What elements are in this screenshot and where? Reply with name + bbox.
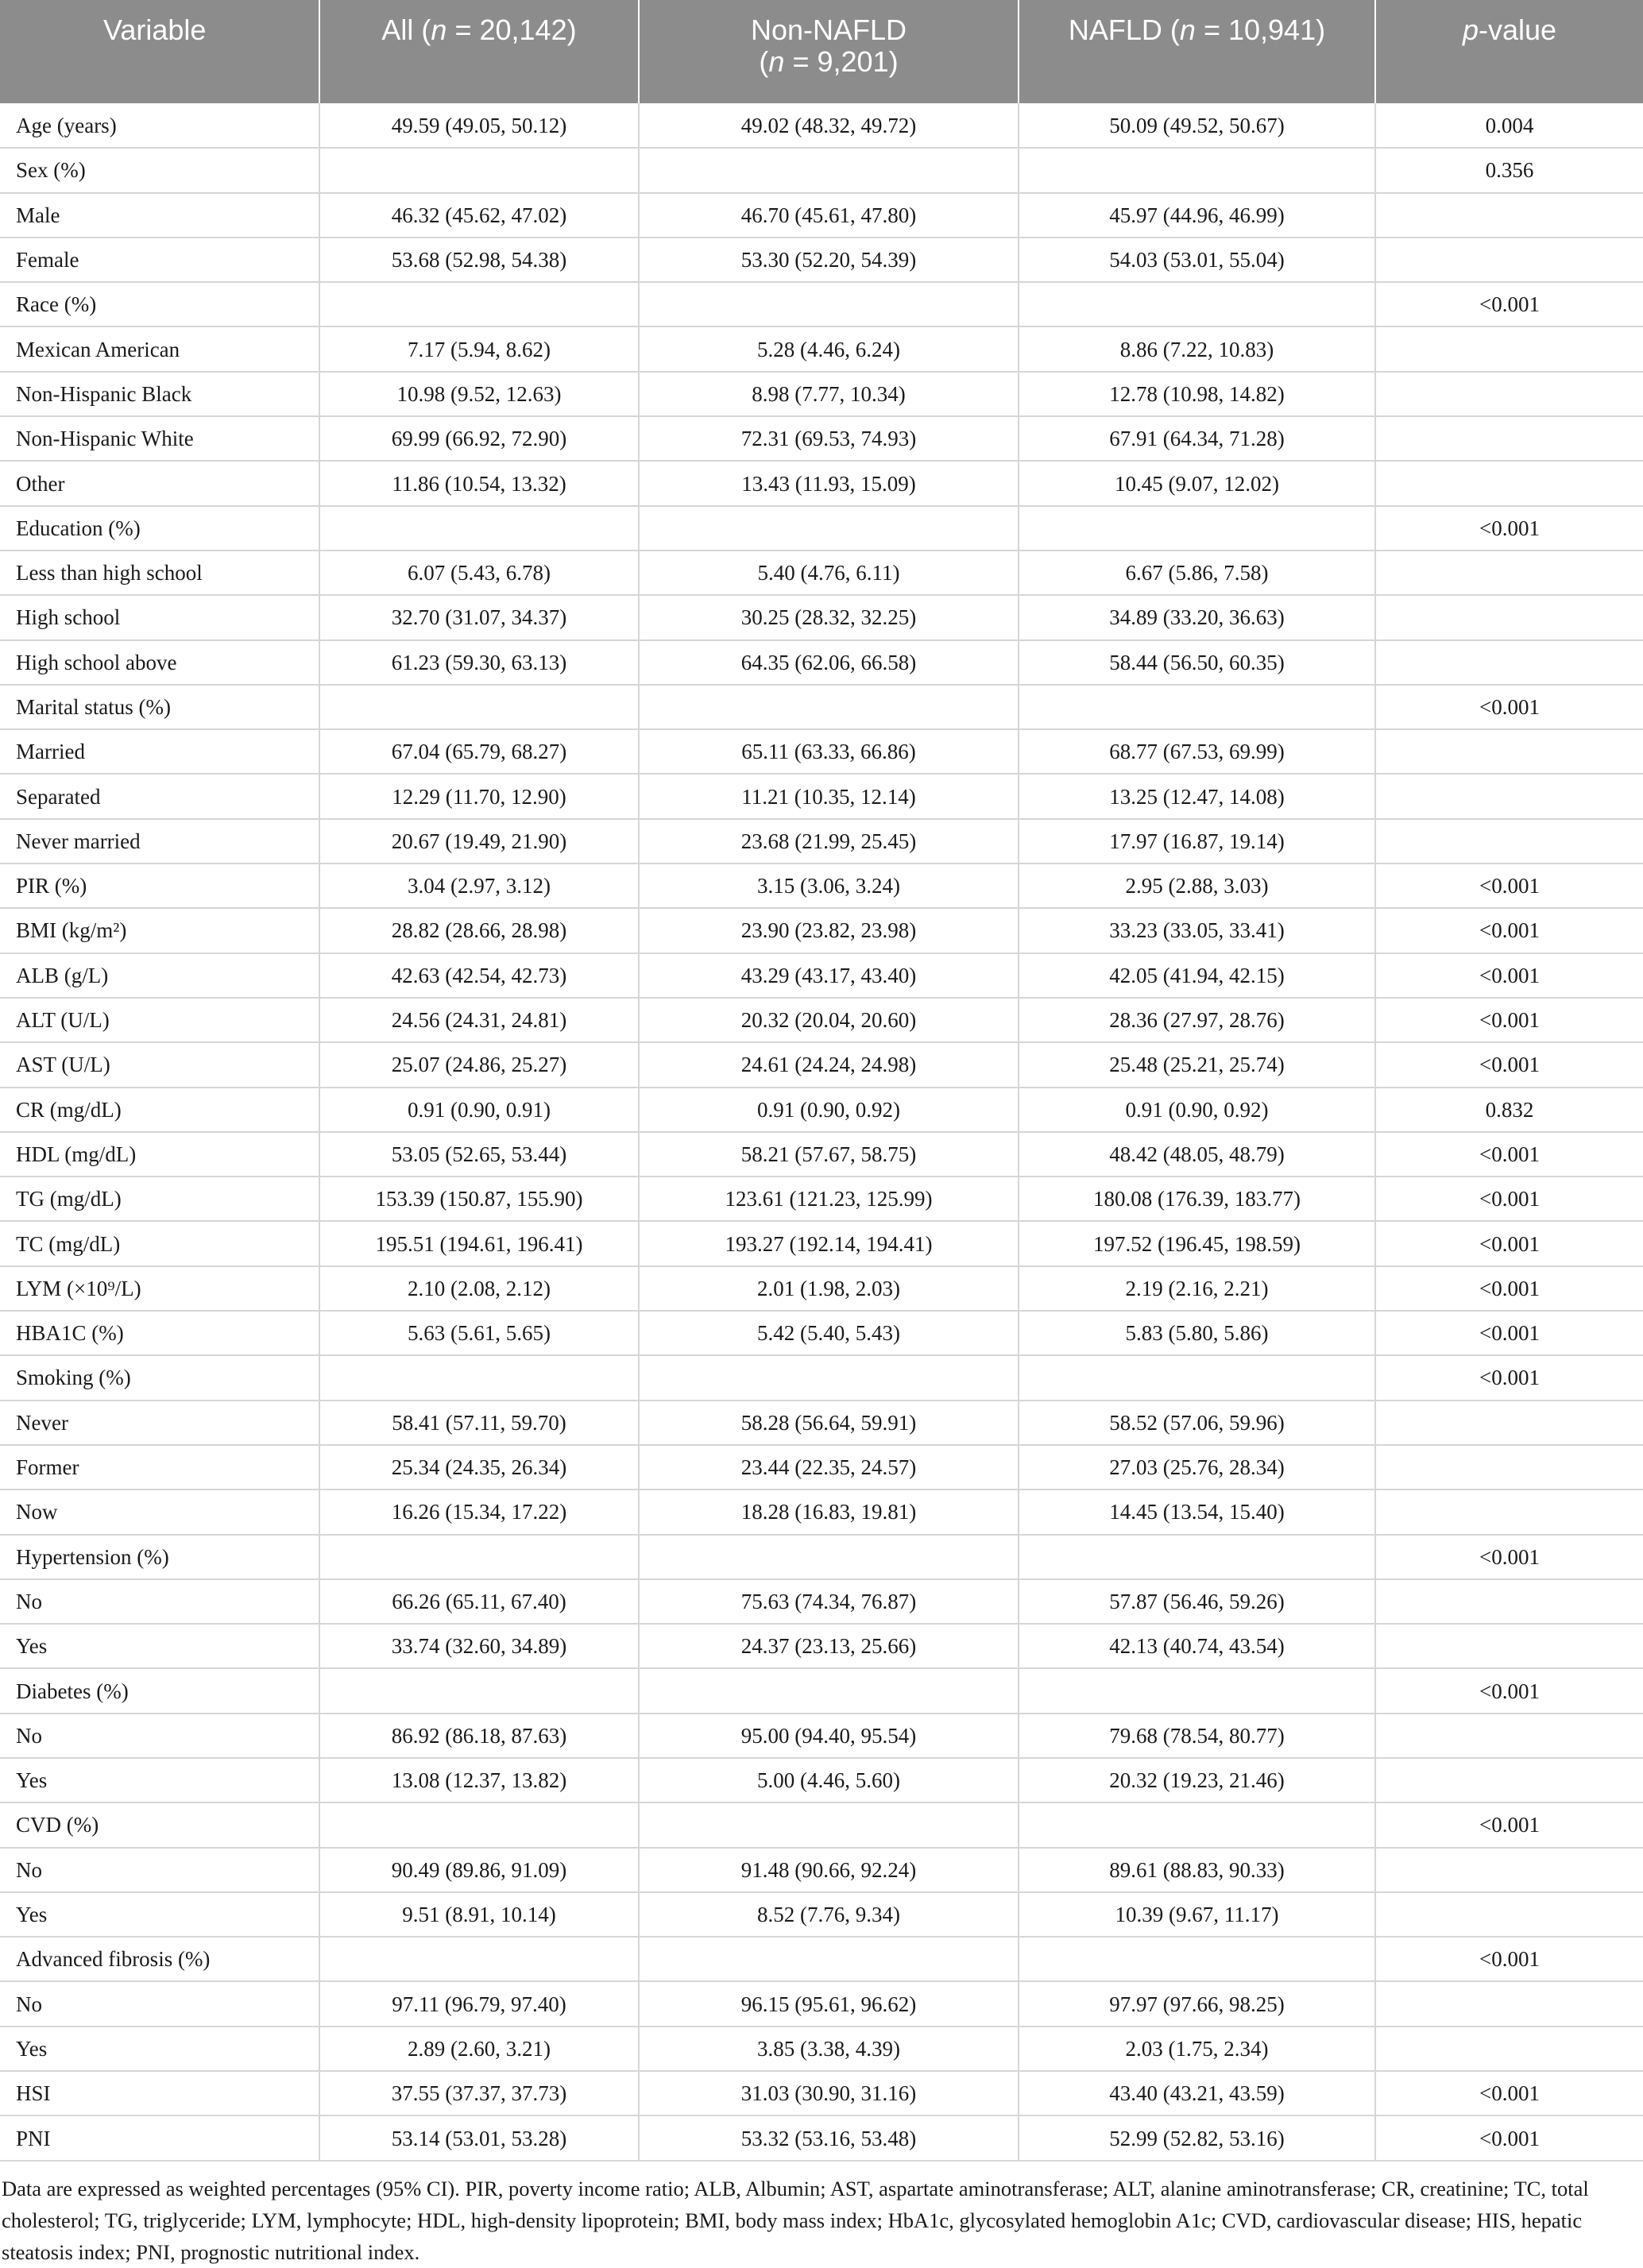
cell-variable: Sex (%) [0,148,319,192]
cell-nafld: 2.19 (2.16, 2.21) [1019,1266,1375,1311]
cell-nafld: 10.45 (9.07, 12.02) [1019,461,1375,505]
cell-non-nafld: 5.40 (4.76, 6.11) [639,551,1019,595]
cell-variable: Non-Hispanic White [0,416,319,461]
cell-nafld: 2.03 (1.75, 2.34) [1019,2027,1375,2071]
cell-nafld: 57.87 (56.46, 59.26) [1019,1579,1375,1624]
cell-p-value: <0.001 [1375,1668,1643,1713]
cell-nafld: 20.32 (19.23, 21.46) [1019,1758,1375,1802]
cell-p-value [1375,326,1643,371]
cell-variable: Other [0,461,319,505]
cell-variable: Marital status (%) [0,685,319,729]
cell-all: 9.51 (8.91, 10.14) [319,1892,639,1937]
cell-non-nafld: 2.01 (1.98, 2.03) [639,1266,1019,1311]
cell-variable: Never [0,1401,319,1445]
cell-variable: ALB (g/L) [0,953,319,998]
cell-p-value: <0.001 [1375,506,1643,551]
cell-variable: CVD (%) [0,1802,319,1847]
cell-non-nafld: 58.28 (56.64, 59.91) [639,1401,1019,1445]
table-row [0,148,1643,192]
table-row [0,238,1643,282]
cell-nafld: 25.48 (25.21, 25.74) [1019,1042,1375,1087]
cell-p-value [1375,1714,1643,1758]
cell-variable: Education (%) [0,506,319,551]
cell-non-nafld: 3.85 (3.38, 4.39) [639,2027,1019,2071]
cell-p-value: <0.001 [1375,282,1643,326]
cell-all: 20.67 (19.49, 21.90) [319,819,639,864]
cell-all [319,506,639,551]
table-row [0,1177,1643,1221]
table-row [0,1981,1643,2026]
table-row [0,729,1643,774]
cell-variable: No [0,1714,319,1758]
cell-nafld [1019,282,1375,326]
cell-all [319,685,639,729]
cell-nafld: 10.39 (9.67, 11.17) [1019,1892,1375,1937]
cell-variable: Race (%) [0,282,319,326]
table-row [0,1668,1643,1713]
cell-nafld [1019,685,1375,729]
cell-all [319,148,639,192]
table-footnote: Data are expressed as weighted percentages (95% CI). PIR, poverty income ratio; ALB, Albumin; AST, aspartate aminotransferase; ALT, alanine aminotransferase; CR, creatinine; TC, total cholesterol; TG, triglyceride; LYM, lymphocyte; HDL, high-density lipoprotein; BMI, body mass index; HbA1c, glycosylated hemoglobin A1c; CVD, cardiovascular disease; HIS, hepatic steatosis index; PNI, prognostic nutritional index. [2,2176,1589,2264]
cell-p-value [1375,372,1643,416]
cell-all: 58.41 (57.11, 59.70) [319,1401,639,1445]
cell-nafld: 43.40 (43.21, 43.59) [1019,2071,1375,2115]
table-row [0,1892,1643,1937]
cell-p-value: <0.001 [1375,864,1643,908]
cell-p-value [1375,1624,1643,1668]
table-row [0,1311,1643,1355]
cell-nafld [1019,1937,1375,1981]
cell-variable: HSI [0,2071,319,2115]
table-row [0,2071,1643,2115]
cell-all: 90.49 (89.86, 91.09) [319,1848,639,1892]
cell-variable: No [0,1981,319,2026]
table-row [0,864,1643,908]
table-row [0,595,1643,639]
cell-nafld: 180.08 (176.39, 183.77) [1019,1177,1375,1221]
table-row [0,1132,1643,1177]
cell-p-value: <0.001 [1375,1802,1643,1847]
cell-variable: Yes [0,1892,319,1937]
cell-non-nafld: 13.43 (11.93, 15.09) [639,461,1019,505]
cell-p-value [1375,238,1643,282]
cell-non-nafld: 23.68 (21.99, 25.45) [639,819,1019,864]
cell-nafld [1019,506,1375,551]
cell-variable: CR (mg/dL) [0,1088,319,1132]
cell-non-nafld: 8.52 (7.76, 9.34) [639,1892,1019,1937]
cell-p-value: <0.001 [1375,2071,1643,2115]
cell-variable: LYM (×10⁹/L) [0,1266,319,1311]
cell-variable: HDL (mg/dL) [0,1132,319,1177]
table-row [0,953,1643,998]
cell-nafld: 12.78 (10.98, 14.82) [1019,372,1375,416]
table-row [0,1266,1643,1311]
cell-p-value [1375,2027,1643,2071]
cell-p-value [1375,819,1643,864]
cell-all: 195.51 (194.61, 196.41) [319,1221,639,1265]
cell-all: 5.63 (5.61, 5.65) [319,1311,639,1355]
cell-variable: TG (mg/dL) [0,1177,319,1221]
cell-all: 42.63 (42.54, 42.73) [319,953,639,998]
cell-non-nafld: 18.28 (16.83, 19.81) [639,1489,1019,1534]
cell-non-nafld: 30.25 (28.32, 32.25) [639,595,1019,639]
cell-nafld: 42.05 (41.94, 42.15) [1019,953,1375,998]
cell-p-value [1375,774,1643,818]
cell-variable: Never married [0,819,319,864]
cell-p-value [1375,416,1643,461]
cell-variable: AST (U/L) [0,1042,319,1087]
cell-non-nafld: 64.35 (62.06, 66.58) [639,640,1019,685]
table-row [0,1937,1643,1981]
cell-p-value: <0.001 [1375,1355,1643,1400]
cell-p-value [1375,1892,1643,1937]
table-row [0,551,1643,595]
cell-nafld: 6.67 (5.86, 7.58) [1019,551,1375,595]
cell-variable: Hypertension (%) [0,1535,319,1579]
cell-nafld: 79.68 (78.54, 80.77) [1019,1714,1375,1758]
cell-p-value: 0.832 [1375,1088,1643,1132]
cell-all: 61.23 (59.30, 63.13) [319,640,639,685]
cell-non-nafld: 23.90 (23.82, 23.98) [639,908,1019,952]
cell-variable: Mexican American [0,326,319,371]
cell-nafld: 28.36 (27.97, 28.76) [1019,998,1375,1042]
cell-p-value: <0.001 [1375,953,1643,998]
cell-all: 3.04 (2.97, 3.12) [319,864,639,908]
cell-all: 7.17 (5.94, 8.62) [319,326,639,371]
cell-all: 16.26 (15.34, 17.22) [319,1489,639,1534]
cell-all [319,1802,639,1847]
cell-p-value: <0.001 [1375,685,1643,729]
table-row [0,1355,1643,1400]
cell-non-nafld: 49.02 (48.32, 49.72) [639,103,1019,148]
cell-variable: PNI [0,2115,319,2160]
cell-variable: PIR (%) [0,864,319,908]
cell-variable: Former [0,1445,319,1489]
cell-p-value: <0.001 [1375,1221,1643,1265]
table-row [0,1714,1643,1758]
table-row [0,1758,1643,1802]
cell-non-nafld: 31.03 (30.90, 31.16) [639,2071,1019,2115]
cell-variable: Non-Hispanic Black [0,372,319,416]
table-row [0,1088,1643,1132]
cell-nafld: 68.77 (67.53, 69.99) [1019,729,1375,774]
cell-variable: Yes [0,1624,319,1668]
cell-variable: High school [0,595,319,639]
cell-nafld: 52.99 (52.82, 53.16) [1019,2115,1375,2160]
cell-p-value: <0.001 [1375,908,1643,952]
table-row [0,1401,1643,1445]
cell-nafld: 197.52 (196.45, 198.59) [1019,1221,1375,1265]
table-row [0,1489,1643,1534]
cell-all: 10.98 (9.52, 12.63) [319,372,639,416]
cell-variable: HBA1C (%) [0,1311,319,1355]
table-row [0,685,1643,729]
cell-non-nafld: 75.63 (74.34, 76.87) [639,1579,1019,1624]
cell-nafld [1019,1668,1375,1713]
cell-p-value [1375,551,1643,595]
table-row [0,1802,1643,1847]
cell-all: 66.26 (65.11, 67.40) [319,1579,639,1624]
header-all: All (n = 20,142) [319,0,639,103]
cell-nafld: 58.52 (57.06, 59.96) [1019,1401,1375,1445]
header-row [0,0,1643,103]
cell-all [319,1668,639,1713]
table-row [0,103,1643,148]
cell-all: 25.07 (24.86, 25.27) [319,1042,639,1087]
table-row [0,1848,1643,1892]
cell-nafld: 54.03 (53.01, 55.04) [1019,238,1375,282]
cell-non-nafld: 65.11 (63.33, 66.86) [639,729,1019,774]
cell-p-value: <0.001 [1375,1042,1643,1087]
cell-p-value [1375,1489,1643,1534]
cell-nafld: 97.97 (97.66, 98.25) [1019,1981,1375,2026]
cell-all: 37.55 (37.37, 37.73) [319,2071,639,2115]
cell-p-value: <0.001 [1375,1535,1643,1579]
cell-all: 53.05 (52.65, 53.44) [319,1132,639,1177]
cell-variable: Yes [0,2027,319,2071]
cell-variable: Smoking (%) [0,1355,319,1400]
table-row [0,2027,1643,2071]
cell-all [319,1535,639,1579]
cell-variable: Yes [0,1758,319,1802]
cell-non-nafld: 24.37 (23.13, 25.66) [639,1624,1019,1668]
cell-non-nafld: 91.48 (90.66, 92.24) [639,1848,1019,1892]
cell-nafld: 67.91 (64.34, 71.28) [1019,416,1375,461]
cell-variable: Male [0,193,319,238]
cell-p-value [1375,595,1643,639]
cell-all: 153.39 (150.87, 155.90) [319,1177,639,1221]
cell-nafld: 27.03 (25.76, 28.34) [1019,1445,1375,1489]
table-row [0,326,1643,371]
table-row [0,1042,1643,1087]
table-row [0,416,1643,461]
cell-non-nafld [639,1937,1019,1981]
cell-all: 49.59 (49.05, 50.12) [319,103,639,148]
cell-variable: Less than high school [0,551,319,595]
cell-p-value [1375,1848,1643,1892]
cell-non-nafld [639,282,1019,326]
cell-p-value: <0.001 [1375,1266,1643,1311]
table-row [0,372,1643,416]
table-body [0,103,1643,2161]
cell-variable: Female [0,238,319,282]
table-row [0,193,1643,238]
cell-non-nafld: 5.28 (4.46, 6.24) [639,326,1019,371]
cell-p-value: 0.004 [1375,103,1643,148]
cell-variable: ALT (U/L) [0,998,319,1042]
table-row [0,1221,1643,1265]
cell-non-nafld: 11.21 (10.35, 12.14) [639,774,1019,818]
cell-all: 0.91 (0.90, 0.91) [319,1088,639,1132]
cell-non-nafld [639,1668,1019,1713]
cell-variable: Age (years) [0,103,319,148]
cell-nafld: 34.89 (33.20, 36.63) [1019,595,1375,639]
cell-p-value [1375,1981,1643,2026]
table-row [0,1535,1643,1579]
cell-all: 46.32 (45.62, 47.02) [319,193,639,238]
cell-all: 33.74 (32.60, 34.89) [319,1624,639,1668]
header-p-value: p-value [1375,0,1643,103]
cell-p-value [1375,1445,1643,1489]
cell-variable: BMI (kg/m²) [0,908,319,952]
cell-non-nafld [639,148,1019,192]
header-non-nafld: Non-NAFLD (n = 9,201) [639,0,1019,103]
cell-all: 28.82 (28.66, 28.98) [319,908,639,952]
table-row [0,1445,1643,1489]
cell-non-nafld: 43.29 (43.17, 43.40) [639,953,1019,998]
cell-non-nafld: 193.27 (192.14, 194.41) [639,1221,1019,1265]
cell-nafld [1019,148,1375,192]
cell-p-value [1375,1401,1643,1445]
cell-non-nafld: 96.15 (95.61, 96.62) [639,1981,1019,2026]
cell-non-nafld: 0.91 (0.90, 0.92) [639,1088,1019,1132]
cell-nafld: 0.91 (0.90, 0.92) [1019,1088,1375,1132]
cell-non-nafld [639,1802,1019,1847]
cell-p-value: <0.001 [1375,1937,1643,1981]
cell-variable: Advanced fibrosis (%) [0,1937,319,1981]
cell-all: 25.34 (24.35, 26.34) [319,1445,639,1489]
cell-nafld: 5.83 (5.80, 5.86) [1019,1311,1375,1355]
cell-p-value: 0.356 [1375,148,1643,192]
cell-all [319,1937,639,1981]
table-row [0,640,1643,685]
cell-non-nafld [639,685,1019,729]
table-row [0,774,1643,818]
cell-nafld: 8.86 (7.22, 10.83) [1019,326,1375,371]
cell-p-value: <0.001 [1375,2115,1643,2160]
cell-all: 32.70 (31.07, 34.37) [319,595,639,639]
cell-variable: No [0,1579,319,1624]
cell-non-nafld: 5.42 (5.40, 5.43) [639,1311,1019,1355]
cell-nafld: 45.97 (44.96, 46.99) [1019,193,1375,238]
cell-nafld: 2.95 (2.88, 3.03) [1019,864,1375,908]
cell-variable: Now [0,1489,319,1534]
cell-all: 86.92 (86.18, 87.63) [319,1714,639,1758]
cell-nafld: 17.97 (16.87, 19.14) [1019,819,1375,864]
cell-nafld: 42.13 (40.74, 43.54) [1019,1624,1375,1668]
header-nafld: NAFLD (n = 10,941) [1019,0,1375,103]
cell-all: 6.07 (5.43, 6.78) [319,551,639,595]
cell-nafld [1019,1802,1375,1847]
cell-nafld: 13.25 (12.47, 14.08) [1019,774,1375,818]
cell-p-value [1375,193,1643,238]
cell-non-nafld [639,1535,1019,1579]
cell-nafld [1019,1535,1375,1579]
cell-p-value [1375,640,1643,685]
cell-p-value [1375,1758,1643,1802]
cell-non-nafld: 53.30 (52.20, 54.39) [639,238,1019,282]
cell-all [319,282,639,326]
table-row [0,1624,1643,1668]
cell-p-value [1375,461,1643,505]
cell-all: 12.29 (11.70, 12.90) [319,774,639,818]
cell-nafld: 89.61 (88.83, 90.33) [1019,1848,1375,1892]
cell-all: 53.14 (53.01, 53.28) [319,2115,639,2160]
table-row [0,908,1643,952]
cell-non-nafld: 24.61 (24.24, 24.98) [639,1042,1019,1087]
cell-all: 24.56 (24.31, 24.81) [319,998,639,1042]
cell-non-nafld: 72.31 (69.53, 74.93) [639,416,1019,461]
cell-p-value [1375,1579,1643,1624]
table-row [0,819,1643,864]
cell-all: 13.08 (12.37, 13.82) [319,1758,639,1802]
cell-nafld: 58.44 (56.50, 60.35) [1019,640,1375,685]
cell-non-nafld: 123.61 (121.23, 125.99) [639,1177,1019,1221]
table-row [0,506,1643,551]
cell-variable: No [0,1848,319,1892]
header-variable: Variable [0,0,319,103]
cell-nafld: 50.09 (49.52, 50.67) [1019,103,1375,148]
cell-nafld: 33.23 (33.05, 33.41) [1019,908,1375,952]
cell-nafld [1019,1355,1375,1400]
cell-nafld: 14.45 (13.54, 15.40) [1019,1489,1375,1534]
cell-non-nafld: 46.70 (45.61, 47.80) [639,193,1019,238]
cell-non-nafld: 3.15 (3.06, 3.24) [639,864,1019,908]
cell-variable: High school above [0,640,319,685]
cell-variable: Separated [0,774,319,818]
cell-p-value: <0.001 [1375,998,1643,1042]
cell-variable: TC (mg/dL) [0,1221,319,1265]
cell-all: 69.99 (66.92, 72.90) [319,416,639,461]
table-row [0,1579,1643,1624]
cell-variable: Diabetes (%) [0,1668,319,1713]
cell-non-nafld [639,506,1019,551]
cell-p-value: <0.001 [1375,1311,1643,1355]
cell-p-value [1375,729,1643,774]
cell-all [319,1355,639,1400]
cell-non-nafld: 53.32 (53.16, 53.48) [639,2115,1019,2160]
cell-all: 97.11 (96.79, 97.40) [319,1981,639,2026]
cell-all: 53.68 (52.98, 54.38) [319,238,639,282]
cell-nafld: 48.42 (48.05, 48.79) [1019,1132,1375,1177]
table-row [0,2115,1643,2160]
cell-non-nafld: 23.44 (22.35, 24.57) [639,1445,1019,1489]
cell-all: 2.89 (2.60, 3.21) [319,2027,639,2071]
cell-non-nafld: 20.32 (20.04, 20.60) [639,998,1019,1042]
cell-non-nafld [639,1355,1019,1400]
cell-variable: Married [0,729,319,774]
cell-non-nafld: 8.98 (7.77, 10.34) [639,372,1019,416]
cell-non-nafld: 5.00 (4.46, 5.60) [639,1758,1019,1802]
cell-non-nafld: 58.21 (57.67, 58.75) [639,1132,1019,1177]
table-header [0,0,1643,103]
table-row [0,998,1643,1042]
cell-non-nafld: 95.00 (94.40, 95.54) [639,1714,1019,1758]
table-row [0,282,1643,326]
cell-p-value: <0.001 [1375,1132,1643,1177]
cell-all: 67.04 (65.79, 68.27) [319,729,639,774]
cell-all: 11.86 (10.54, 13.32) [319,461,639,505]
table-row [0,461,1643,505]
cell-p-value: <0.001 [1375,1177,1643,1221]
cell-all: 2.10 (2.08, 2.12) [319,1266,639,1311]
